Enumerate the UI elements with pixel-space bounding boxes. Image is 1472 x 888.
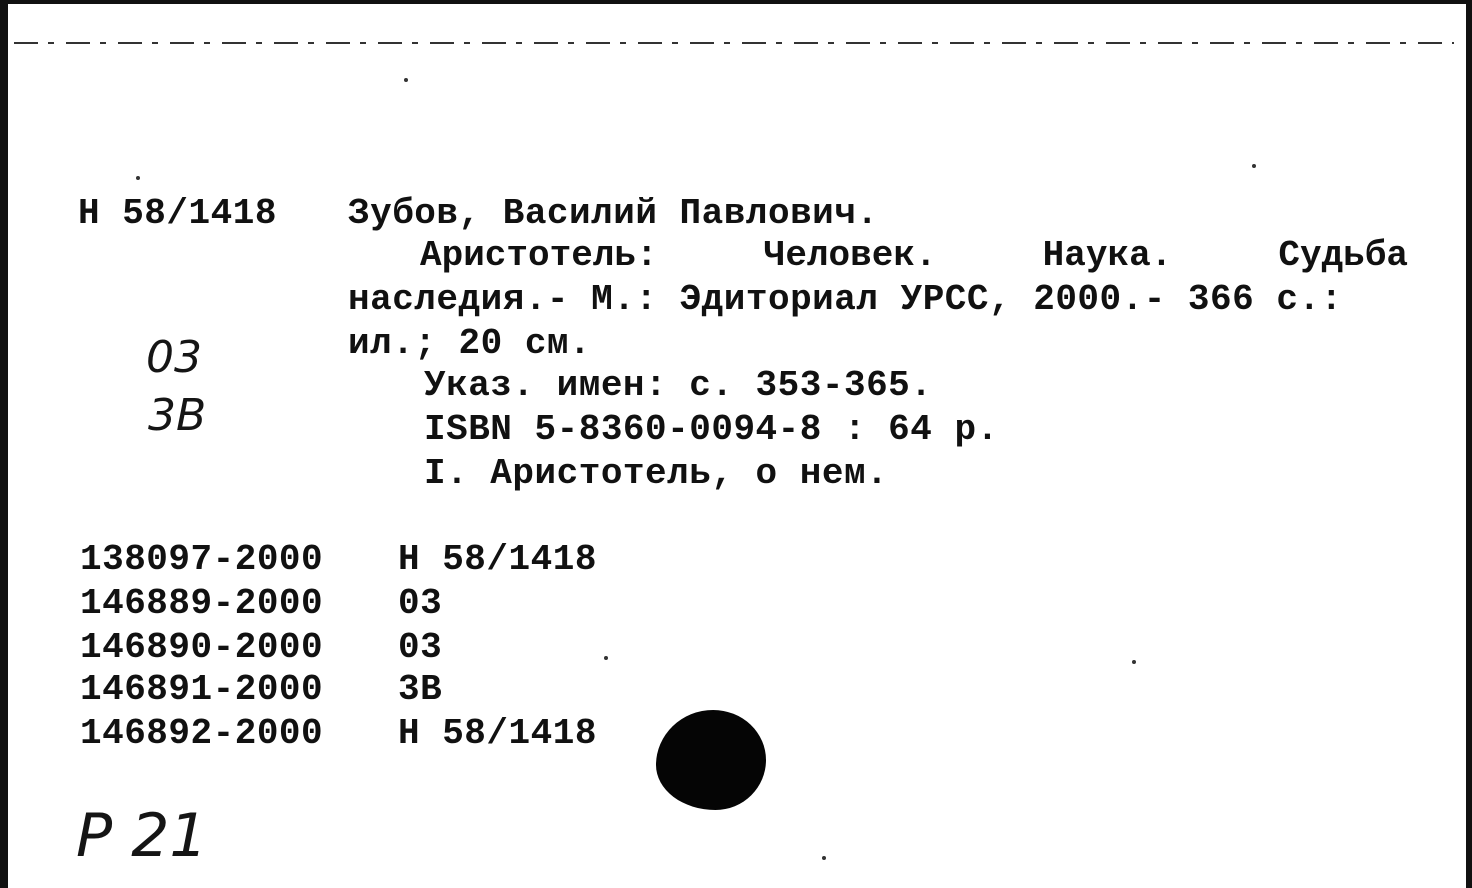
isbn-price: ISBN 5-8360-0094-8 : 64 р. [424,409,999,450]
holding-location-2: 03 [398,583,443,624]
author-heading: Зубов, Василий Павлович. [348,193,879,234]
holding-location-4: 3В [398,669,443,710]
handwritten-code-1: 03 [146,332,202,383]
card-right-edge [1466,0,1472,888]
card-left-edge [0,0,8,888]
holding-inventory-1: 138097-2000 [80,539,324,580]
top-dashed-rule [14,42,1454,44]
holding-inventory-5: 146892-2000 [80,713,324,754]
holding-location-3: 03 [398,627,443,668]
speck [136,176,140,180]
handwritten-footer: Р 21 [76,801,208,871]
speck [1132,660,1136,664]
call-number: Н 58/1418 [78,193,277,234]
speck [404,78,408,82]
index-note: Указ. имен: с. 353-365. [424,365,933,406]
card-top-edge [0,0,1472,4]
holding-inventory-3: 146890-2000 [80,627,324,668]
title-line-1 [420,235,1408,276]
speck [822,856,826,860]
title-word-4: Судьба [1278,235,1408,276]
title-line-2: наследия.- М.: Эдиториал УРСС, 2000.- 366 с.: [348,279,1343,320]
title-word-1: Аристотель: [420,235,658,276]
title-word-3: Наука. [1042,235,1173,276]
title-word-2: Человек. [763,235,937,276]
title-line-3: ил.; 20 см. [348,323,592,364]
holding-inventory-4: 146891-2000 [80,669,324,710]
speck [604,656,608,660]
subject-entry: I. Аристотель, о нем. [424,453,889,494]
handwritten-code-2: 3В [148,390,207,441]
holding-location-1: Н 58/1418 [398,539,597,580]
holding-location-5: Н 58/1418 [398,713,597,754]
ink-blot [656,710,766,810]
holding-inventory-2: 146889-2000 [80,583,324,624]
speck [1252,164,1256,168]
